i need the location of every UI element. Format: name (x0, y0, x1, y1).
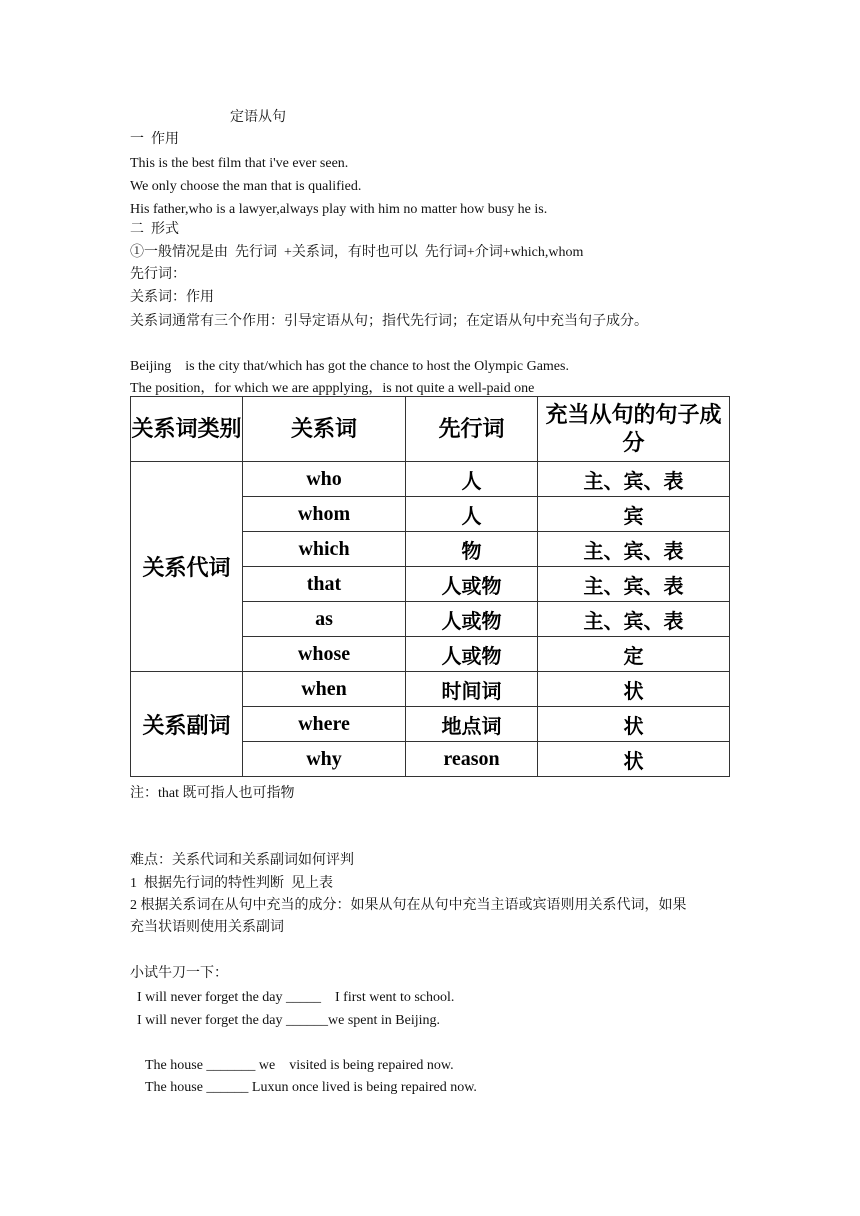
category-relative-adverb: 关系副词 (131, 672, 243, 777)
practice-item: The house ______ Luxun once lived is being repaired now. (145, 1080, 477, 1095)
relative-word-cell: whom (243, 497, 406, 532)
practice-item: The house _______ we visited is being repaired now. (145, 1058, 454, 1073)
antecedent-cell: 人 (406, 462, 538, 497)
practice-heading: 小试牛刀一下： (130, 966, 228, 981)
table-note: 注：that 既可指人也可指物 (130, 786, 295, 801)
relative-word-cell: which (243, 532, 406, 567)
table-row (131, 672, 730, 707)
practice-item: I will never forget the day _____ I first went to school. (137, 990, 455, 1005)
example-sentence: Beijing is the city that/which has got the chance to host the Olympic Games. (130, 359, 569, 374)
example-sentence: We only choose the man that is qualified. (130, 179, 362, 194)
document-title: 定语从句 (230, 110, 286, 125)
role-cell: 主、宾、表 (538, 567, 730, 602)
antecedent-label: 先行词： (130, 267, 186, 282)
table-header-row (131, 397, 730, 462)
table-row (131, 462, 730, 497)
antecedent-cell: reason (406, 742, 538, 777)
relative-word-cell: why (243, 742, 406, 777)
table-header: 关系词类别 (131, 397, 243, 462)
role-cell: 定 (538, 637, 730, 672)
antecedent-cell: 人或物 (406, 567, 538, 602)
table-header: 关系词 (243, 397, 406, 462)
role-cell: 主、宾、表 (538, 602, 730, 637)
relative-word-cell: whose (243, 637, 406, 672)
antecedent-cell: 时间词 (406, 672, 538, 707)
antecedent-cell: 人或物 (406, 637, 538, 672)
antecedent-cell: 物 (406, 532, 538, 567)
difficulty-point-continued: 充当状语则使用关系副词 (130, 920, 284, 935)
role-cell: 状 (538, 707, 730, 742)
table-header: 先行词 (406, 397, 538, 462)
difficulty-point: 1 根据先行词的特性判断 见上表 (130, 876, 333, 891)
role-cell: 主、宾、表 (538, 462, 730, 497)
relative-word-functions: 关系词通常有三个作用：引导定语从句；指代先行词；在定语从句中充当句子成分。 (130, 314, 648, 329)
antecedent-cell: 地点词 (406, 707, 538, 742)
role-cell: 宾 (538, 497, 730, 532)
relative-word-table (130, 396, 730, 777)
role-cell: 主、宾、表 (538, 532, 730, 567)
antecedent-cell: 人或物 (406, 602, 538, 637)
example-sentence: His father,who is a lawyer,always play with him no matter how busy he is. (130, 202, 548, 217)
category-relative-pronoun: 关系代词 (131, 462, 243, 672)
antecedent-cell: 人 (406, 497, 538, 532)
relative-word-label: 关系词：作用 (130, 290, 214, 305)
difficulty-heading: 难点：关系代词和关系副词如何评判 (130, 853, 354, 868)
table-header: 充当从句的句子成分 (538, 397, 730, 462)
form-rule: ①一般情况是由 先行词 +关系词，有时也可以 先行词+介词+which,whom (130, 245, 584, 260)
relative-word-cell: as (243, 602, 406, 637)
relative-word-cell: where (243, 707, 406, 742)
role-cell: 状 (538, 672, 730, 707)
relative-word-cell: who (243, 462, 406, 497)
section-heading-form: 二 形式 (130, 222, 179, 237)
practice-item: I will never forget the day ______we spent in Beijing. (137, 1013, 441, 1028)
role-cell: 状 (538, 742, 730, 777)
relative-word-cell: that (243, 567, 406, 602)
section-heading-function: 一 作用 (130, 132, 179, 147)
relative-word-cell: when (243, 672, 406, 707)
example-sentence: The position，for which we are appplying，is not quite a well‐paid one (130, 381, 535, 396)
example-sentence: This is the best film that i've ever seen. (130, 156, 349, 171)
difficulty-point: 2 根据关系词在从句中充当的成分：如果从句在从句中充当主语或宾语则用关系代词，如果 (130, 898, 687, 913)
